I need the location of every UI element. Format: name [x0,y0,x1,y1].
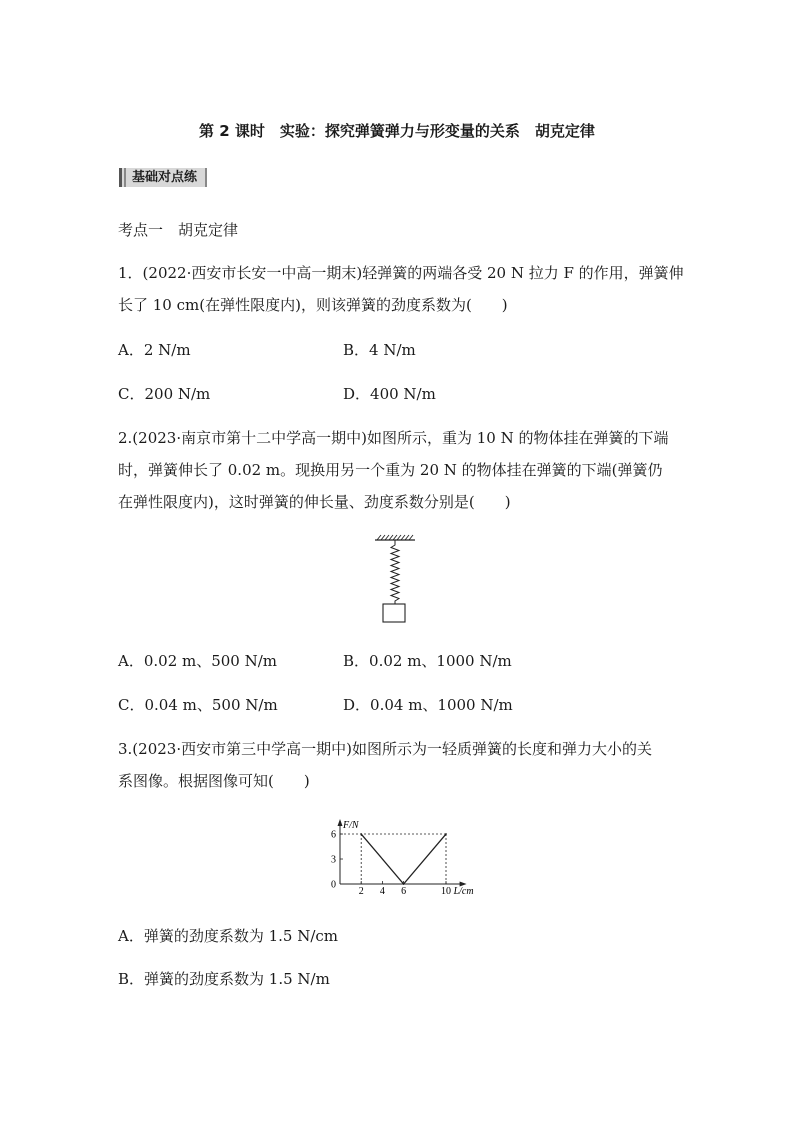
spring-coil [391,540,399,604]
q2-line-3: 在弹性限度内)，这时弹簧的伸长量、劲度系数分别是( ) [118,493,511,511]
q3-option-b[interactable]: B．弹簧的劲度系数为 1.5 N/m [118,970,330,988]
q3-line-2: 系图像。根据图像可知( ) [118,772,310,790]
x-tick-label: 4 [379,886,385,897]
series-line [361,834,446,884]
q2-option-d[interactable]: D．0.04 m、1000 N/m [343,696,513,714]
y-tick-label: 3 [331,854,336,866]
q3-option-a[interactable]: A．弹簧的劲度系数为 1.5 N/cm [118,927,339,945]
q3-line-1: 3.(2023·西安市第三中学高一期中)如图所示为一轻质弹簧的长度和弹力大小的关 [118,740,652,758]
page-title: 第 2 课时 实验：探究弹簧弹力与形变量的关系 胡克定律 [199,122,595,140]
y-tick-label: 6 [331,829,336,841]
q1-option-c[interactable]: C．200 N/m [118,385,211,403]
q1-option-b[interactable]: B．4 N/m [343,341,416,359]
y-axis-label: F/N [343,820,359,832]
y-axis-arrow [338,819,343,826]
q1-line-1: 1．(2022·西安市长安一中高一期末)轻弹簧的两端各受 20 N 拉力 F 的作用，弹簧伸 [118,264,684,282]
x-axis-label: L/cm [453,886,474,897]
q2-option-b[interactable]: B．0.02 m、1000 N/m [343,652,512,670]
hanging-block [383,604,405,622]
q2-option-c[interactable]: C．0.04 m、500 N/m [118,696,278,714]
force-length-chart [310,808,490,900]
y-tick-label: 0 [331,879,336,891]
spring-diagram [372,532,418,628]
q2-line-2: 时，弹簧伸长了 0.02 m。现换用另一个重为 20 N 的物体挂在弹簧的下端(弹簧仍 [118,461,663,479]
x-tick-label: 10 [441,886,451,897]
q1-option-d[interactable]: D．400 N/m [343,385,436,403]
data-point [403,883,405,885]
x-tick-label: 2 [358,886,364,897]
q1-option-a[interactable]: A．2 N/m [118,341,191,359]
ceiling-mount [375,535,415,540]
topic-heading: 考点一 胡克定律 [118,221,239,239]
section-badge: 基础对点练 [119,168,207,187]
data-point [445,833,447,835]
x-tick-label: 6 [401,886,407,897]
q2-option-a[interactable]: A．0.02 m、500 N/m [118,652,278,670]
data-point [360,833,362,835]
q1-line-2: 长了 10 cm(在弹性限度内)，则该弹簧的劲度系数为( ) [118,296,508,314]
q2-line-1: 2.(2023·南京市第十二中学高一期中)如图所示，重为 10 N 的物体挂在弹簧的下端 [118,429,669,447]
